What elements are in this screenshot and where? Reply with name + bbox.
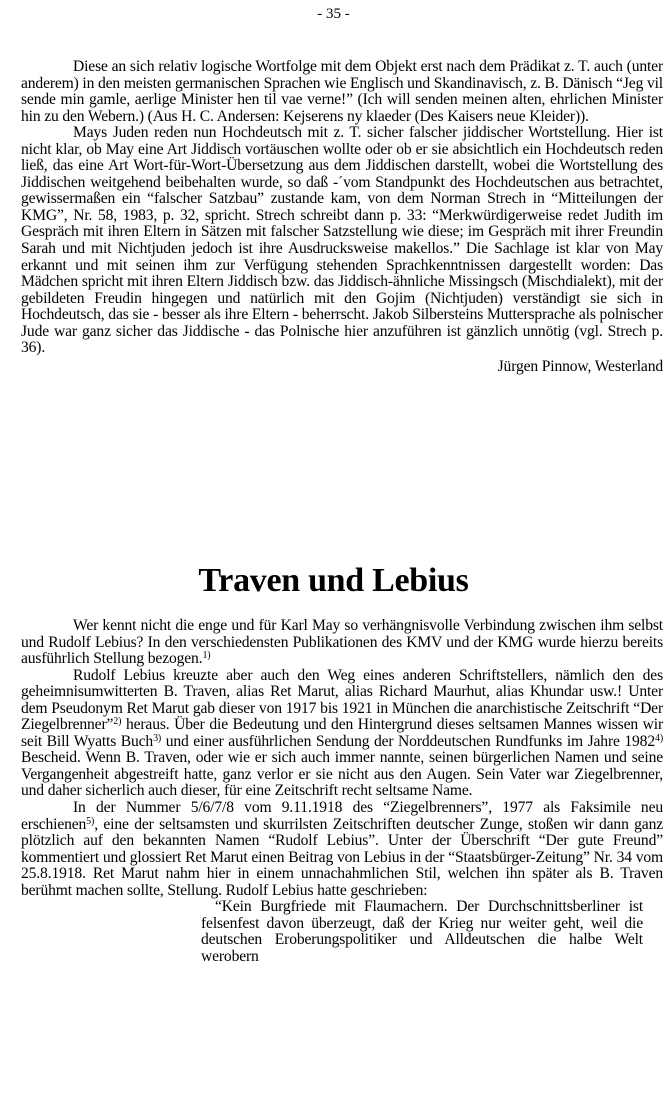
paragraph-text: , eine der seltsamsten und skurrilsten Zeitschriften deutscher Zunge, stoßen wir dann ganz plötzlich auf den bekannten Namen “Rudolf Lebius”. Unter der Überschrift “Der gute Freund” kommentiert und glossiert Ret Marut einen Beitrag von Lebius in der “Staatsbürger-Zeitung” Nr. 34 vom 25.8.1918. Ret Marut nahm hier in einem unnachahmlichen Stil, welchen ihn später als B. Traven berühmt machen sollte, Stellung. Rudolf Lebius hatte geschrieben: <box>21 815 663 899</box>
paragraph: Mays Juden reden nun Hochdeutsch mit z. T. sicher falscher jiddischer Wortstellung. Hier ist nicht klar, ob May eine Art Jiddisch vortäuschen wollte oder ob er sie absichtlich ein Hochdeutsch reden ließ, das eine Art Wort-für-Wort-Übersetzung aus dem Jiddischen darstellt, wobei die Wortstellung des Jiddischen weitgehend beibehalten wurde, so daß -´vom Standpunkt des Hochdeutschen aus betrachtet, gewissermaßen ein “falscher Satzbau” zustande kam, von dem Norman Strech in “Mitteilungen der KMG”, Nr. 58, 1983, p. 32, spricht. Strech schreibt dann p. 33: “Merkwürdigerweise redet Judith im Gespräch mit ihren Eltern in Sätzen mit falscher Satzstellung wie diese; im Gespräch mit ihrer Freundin Sarah und mit Nichtjuden jedoch ist ihre Ausdrucksweise makellos.” Die Sachlage ist klar von May erkannt und mit seinen ihm zur Verfügung stehenden Sprachkenntnissen dargestellt worden: Das Mädchen spricht mit ihren Eltern Jiddisch bzw. das Jiddisch-ähnliche Missingsch (Mischdialekt), mit der gebildeten Freudin hingegen und natürlich mit den Gojim (Nichtjuden) verständigt sie sich in Hochdeutsch, das sie - besser als ihre Eltern - beherrscht. Jakob Silbersteins Muttersprache als polnischer Jude war ganz sicher das Jiddische - das Polnische hier anzuführen ist gänzlich unnötig (vgl. Strech p. 36). <box>21 124 663 357</box>
section-jiddisch <box>21 59 663 375</box>
article-title: Traven und Lebius <box>198 562 469 599</box>
author-signature: Jürgen Pinnow, Westerland <box>497 357 663 375</box>
paragraph-text: In der Nummer 5/6/7/8 vom 9.11.1918 des “Ziegelbrenners”, 1977 als Faksimile neu erschienen <box>21 799 663 833</box>
paragraph-text: Wer kennt nicht die enge und für Karl May so verhängnisvolle Verbindung zwischen ihm selbst und Rudolf Lebius? In den verschiedensten Publikationen des KMV und der KMG wurde hierzu bereits ausführlich Stellung bezogen. <box>21 617 663 668</box>
footnote-ref: 5) <box>86 815 95 827</box>
footnote-ref: 4) <box>654 732 663 744</box>
page-number: - 35 - <box>317 6 350 22</box>
paragraph <box>21 668 663 800</box>
paragraph <box>21 618 663 668</box>
footnote-ref: 2) <box>113 716 122 728</box>
paragraph-text: und einer ausführlichen Sendung der Norddeutschen Rundfunks im Jahre 1982 <box>161 732 655 750</box>
paragraph: Diese an sich relativ logische Wortfolge mit dem Objekt erst nach dem Prädikat z. T. auch (unter anderem) in den meisten germanischen Sprachen wie Englisch und Skandinavisch, z. B. Dänisch “Jeg vil sende min gamle, aerlige Minister hen til vae verne!” (Ich will senden meinen alten, ehrlichen Minister hin zu den Webern.) (Aus H. C. Andersen: Kejserens ny klaeder (Des Kaisers neue Kleider)). <box>21 58 663 125</box>
paragraph <box>21 800 663 899</box>
footnote-ref: 1) <box>202 650 211 662</box>
paragraph-text: heraus. Über die Bedeutung und den Hintergrund dieses seltsamen Mannes wissen wir seit Bill Wyatts Buch <box>21 716 663 750</box>
paragraph-text: Bescheid. Wenn B. Traven, oder wie er sich auch immer nannte, seinen bürgerlichen Namen und seine Vergangenheit abgestreift hatte, ganz verlor er sie nicht aus den Augen. Sein Vater war Ziegelbrenner, und daher sicherlich auch dieser, für eine Zeitschrift recht seltsame Name. <box>21 749 663 800</box>
paragraph-text: Rudolf Lebius kreuzte aber auch den Weg eines anderen Schriftstellers, nämlich den des geheimnisumwitterten B. Traven, alias Ret Marut, alias Richard Maurhut, alias Khundar usw.! Unter dem Pseudonym Ret Marut gab dieser von 1917 bis 1921 in München die anarchistische Zeitschrift “Der Ziegelbrenner” <box>21 666 663 734</box>
footnote-ref: 3) <box>153 732 162 744</box>
block-quote: “Kein Burgfriede mit Flaumachern. Der Durchschnittsberliner ist felsenfest davon überzeugt, daß der Krieg nur weiter geht, weil die deutschen Eroberungspolitiker und Alldeutschen die halbe Welt werobern <box>201 898 643 965</box>
section-traven-lebius <box>21 618 663 965</box>
